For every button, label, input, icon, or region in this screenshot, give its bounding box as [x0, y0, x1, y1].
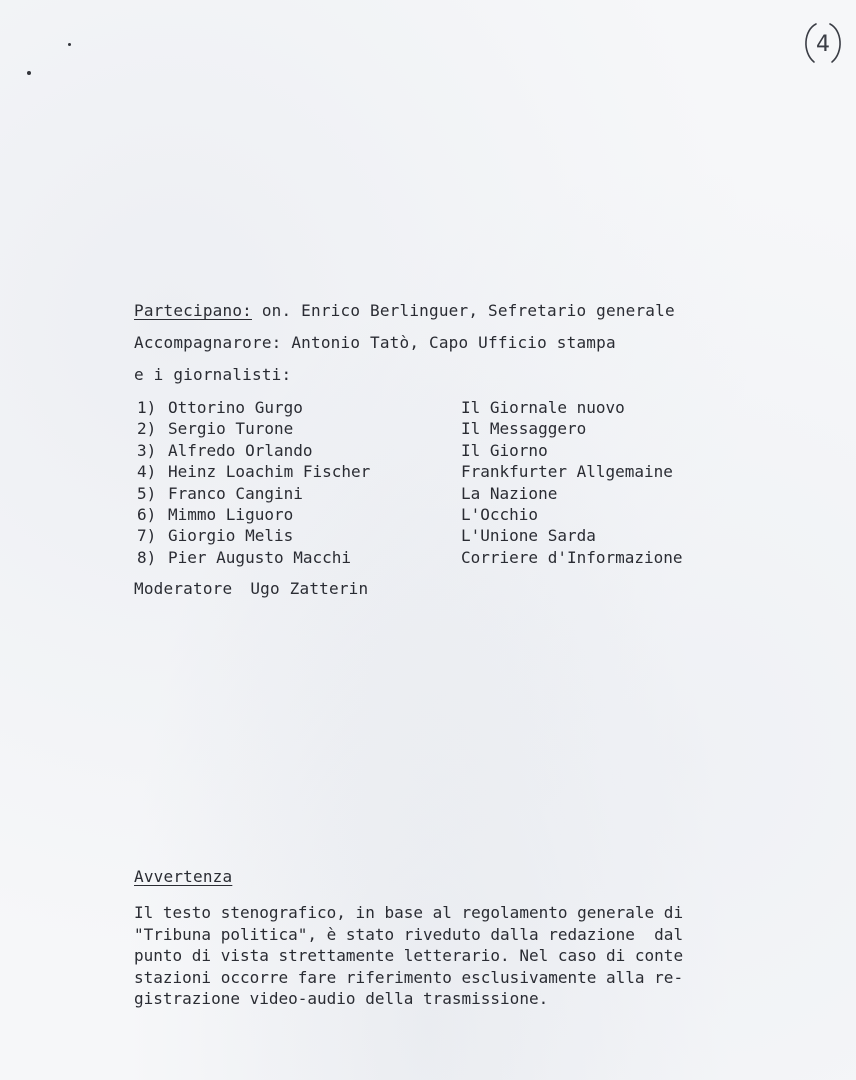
ink-speck: [68, 43, 71, 46]
journalist-row: [134, 483, 734, 507]
handwritten-page-number: [800, 20, 846, 66]
warning-line: Il testo stenografico, in base al regolamento generale di: [134, 903, 684, 922]
journalist-name: Ottorino Gurgo: [168, 398, 303, 417]
journalist-row: [134, 504, 734, 528]
journalist-newspaper: Il Messaggero: [461, 419, 587, 439]
ink-speck: [27, 71, 31, 75]
moderator-line: [134, 581, 368, 597]
journalist-name: Mimmo Liguoro: [168, 504, 294, 524]
journalist-number: 6): [137, 504, 157, 524]
journalist-newspaper: Il Giorno: [461, 440, 548, 460]
journalist-newspaper: Corriere d'Informazione: [461, 547, 683, 567]
journalist-newspaper: Il Giornale nuovo: [461, 398, 625, 417]
moderator-name: Ugo Zatterin: [250, 579, 369, 598]
journalist-row: [134, 400, 734, 421]
journalist-number: 1): [137, 398, 157, 417]
warning-body: [134, 902, 754, 1010]
warning-line: gistrazione video-audio della trasmissione.: [134, 989, 549, 1009]
journalist-number: 2): [137, 419, 157, 439]
journalist-row: [134, 421, 734, 442]
warning-line: punto di vista strettamente letterario. Nel caso di conte: [134, 946, 684, 966]
journalist-row: [134, 440, 734, 464]
journalist-newspaper: La Nazione: [461, 483, 558, 503]
journalist-number: 3): [137, 440, 157, 460]
journalist-list: [134, 400, 734, 571]
journalist-newspaper: L'Unione Sarda: [461, 526, 596, 546]
warning-line: "Tribuna politica", è stato riveduto dalla redazione dal: [134, 924, 684, 944]
journalist-number: 7): [137, 526, 157, 546]
journalist-name: Franco Cangini: [168, 483, 303, 503]
page-number-text: 4: [816, 32, 830, 57]
participants-line: [134, 303, 675, 319]
warning-heading: Avvertenza: [134, 867, 233, 886]
journalists-intro: e i giornalisti:: [134, 365, 292, 384]
journalist-row: [134, 528, 734, 549]
journalist-number: 4): [137, 462, 157, 482]
companion-line: Accompagnarore: Antonio Tatò, Capo Ufficio stampa: [134, 333, 616, 352]
journalist-newspaper: Frankfurter Allgemaine: [461, 462, 673, 482]
journalist-newspaper: L'Occhio: [461, 504, 539, 524]
warning-line: stazioni occorre fare riferimento esclusivamente alla re-: [134, 967, 684, 987]
journalist-name: Alfredo Orlando: [168, 440, 313, 460]
journalist-name: Giorgio Melis: [168, 526, 294, 546]
journalist-name: Pier Augusto Macchi: [168, 547, 352, 567]
journalist-row: [134, 464, 734, 485]
moderator-label: Moderatore: [134, 579, 233, 598]
participants-text: on. Enrico Berlinguer, Sefretario generale: [252, 301, 675, 320]
journalist-row: [134, 547, 734, 571]
journalist-number: 8): [137, 547, 157, 567]
journalist-name: Heinz Loachim Fischer: [168, 462, 371, 482]
journalist-number: 5): [137, 483, 157, 503]
journalist-name: Sergio Turone: [168, 419, 294, 439]
participants-label: Partecipano:: [134, 301, 252, 320]
